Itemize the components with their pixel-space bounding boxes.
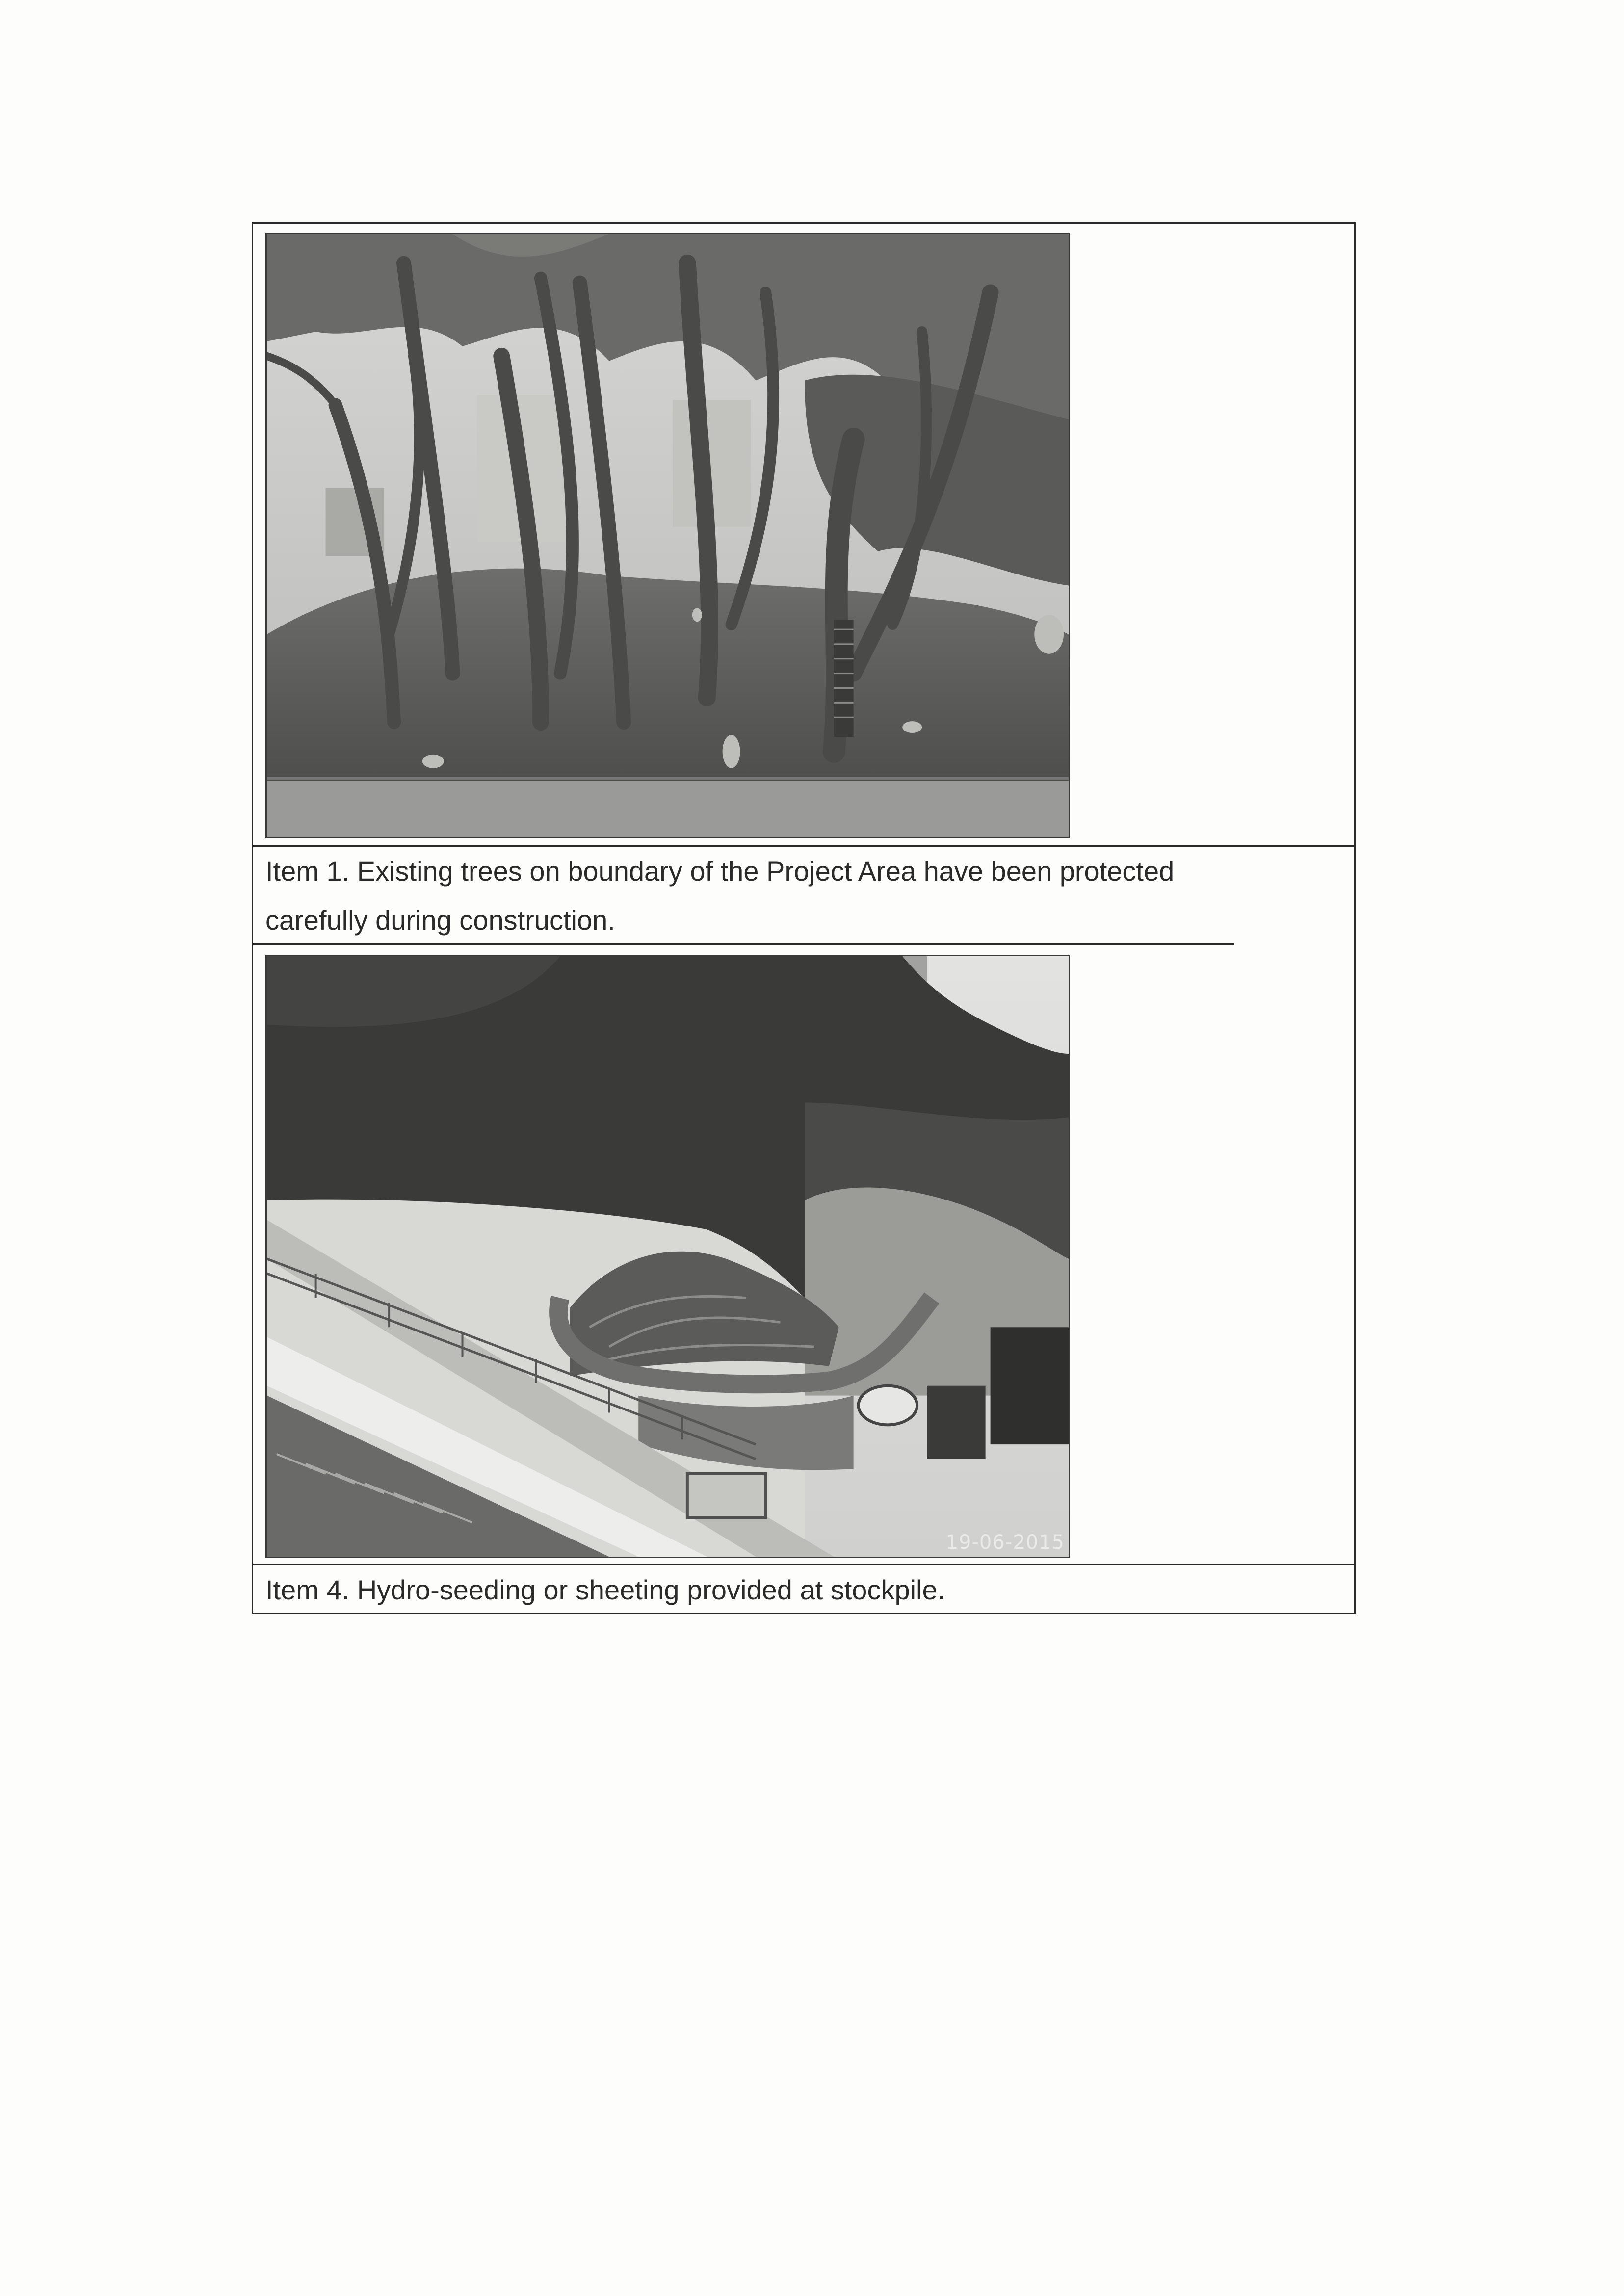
caption-row-2 (253, 1565, 1354, 1613)
trees-scene (267, 234, 1069, 837)
stockpile-scene (267, 956, 1069, 1557)
photo-record-table (252, 222, 1356, 1614)
existing-trees-photo (265, 233, 1070, 838)
photo-row-1 (253, 224, 1354, 847)
item-1-caption: Item 1. Existing trees on boundary of the Project Area have been protected carefully during construction. (265, 856, 1175, 936)
caption-row-1 (253, 847, 1234, 945)
item-4-caption: Item 4. Hydro-seeding or sheeting provided at stockpile. (265, 1574, 945, 1605)
photo-date-stamp: 19-06-2015 (945, 1531, 1065, 1554)
stockpile-photo (265, 955, 1070, 1558)
photo-row-2 (253, 945, 1354, 1565)
